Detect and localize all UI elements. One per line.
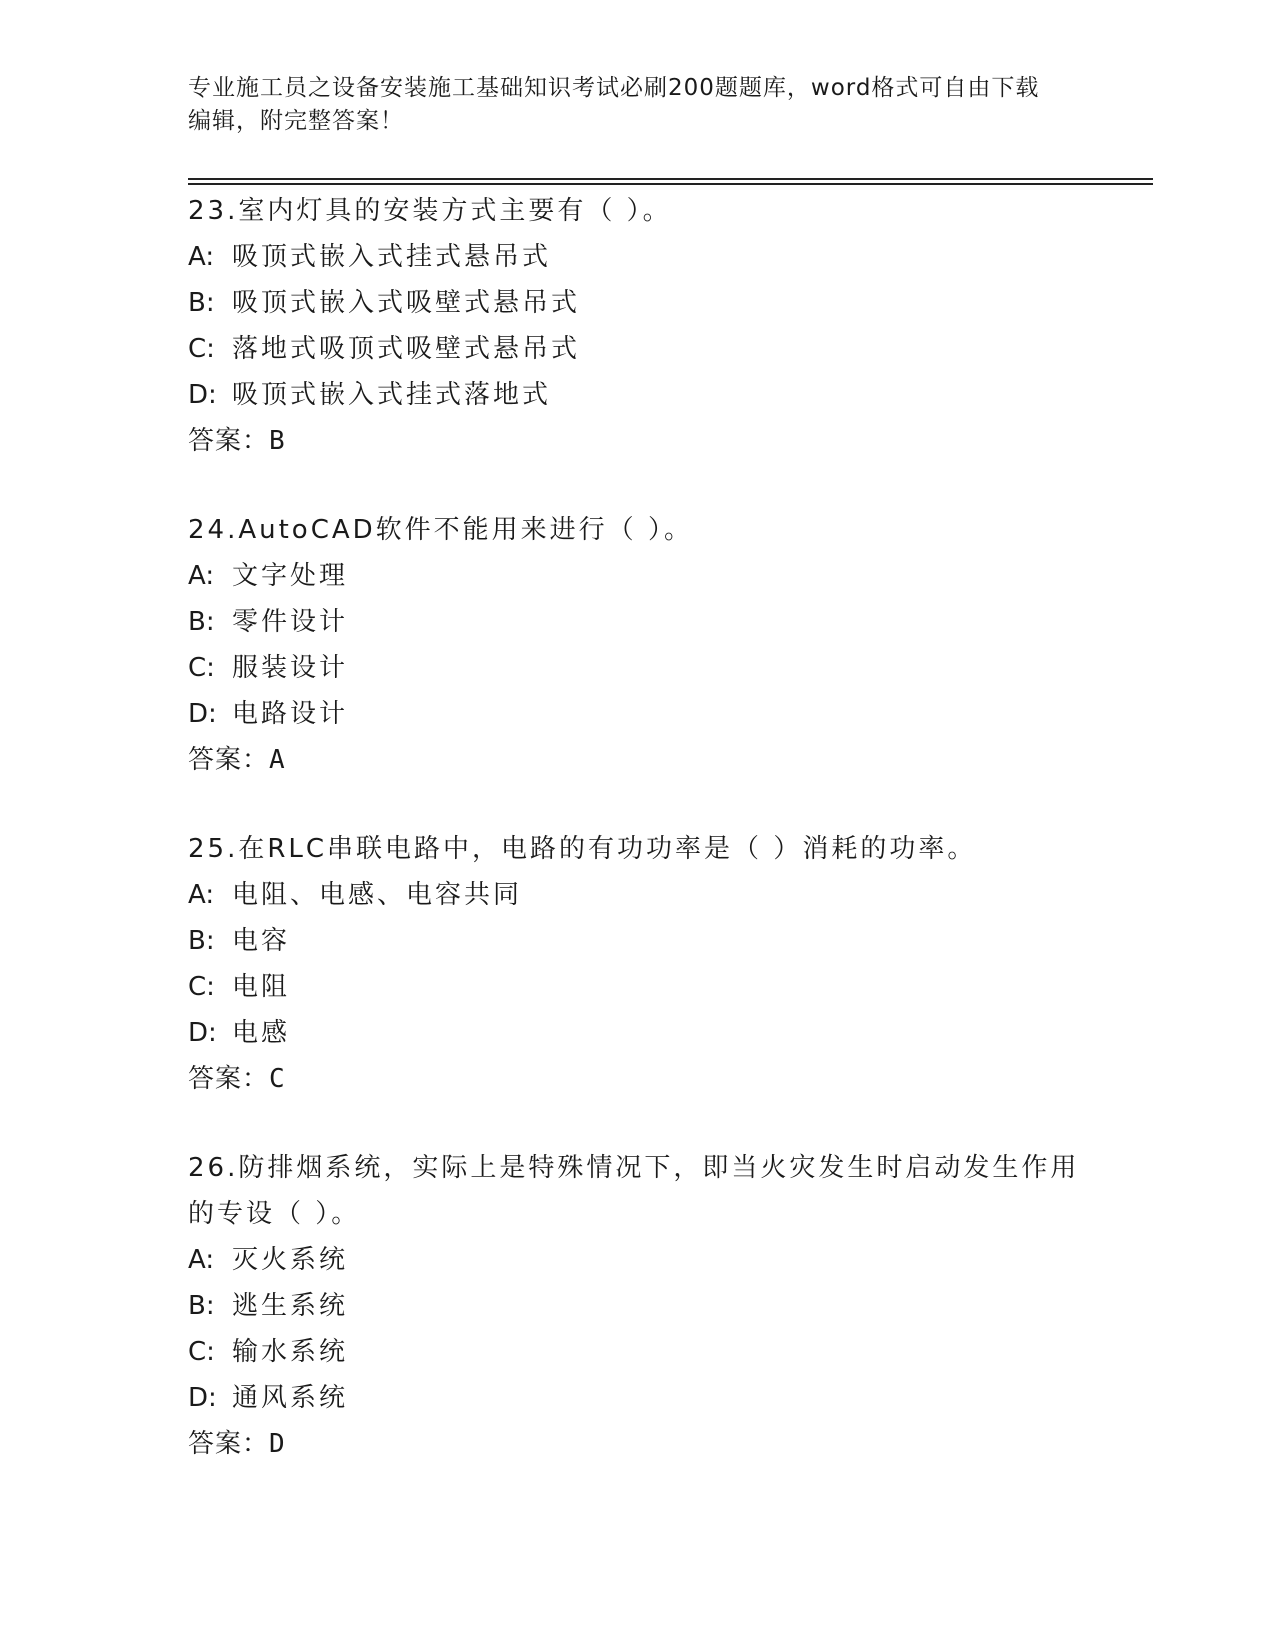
option-letter: C:	[188, 653, 215, 683]
question-stem: 23.室内灯具的安装方式主要有（ ）。	[188, 196, 672, 226]
option-letter: D:	[188, 1383, 217, 1413]
option-c	[188, 1329, 1088, 1375]
option-b	[188, 1283, 1088, 1329]
header-divider-bottom	[188, 183, 1153, 185]
option-text: 吸顶式嵌入式吸壁式悬吊式	[232, 288, 581, 318]
answer-line: 答案：A	[188, 745, 286, 775]
header-line-1: 专业施工员之设备安装施工基础知识考试必刷200题题库，word格式可自由下载	[188, 75, 1040, 101]
question-block	[188, 188, 1088, 464]
header-line-2: 编辑，附完整答案！	[188, 108, 404, 134]
option-letter: C:	[188, 334, 215, 364]
document-header	[188, 72, 1068, 138]
option-letter: C:	[188, 1337, 215, 1367]
header-divider-top	[188, 178, 1153, 180]
option-letter: C:	[188, 972, 215, 1002]
option-d	[188, 1375, 1088, 1421]
option-d	[188, 691, 1088, 737]
option-a	[188, 1237, 1088, 1283]
option-text: 电阻、电感、电容共同	[232, 880, 523, 910]
answer-line: 答案：B	[188, 426, 286, 456]
option-text: 输水系统	[232, 1337, 349, 1367]
option-c	[188, 645, 1088, 691]
option-text: 吸顶式嵌入式挂式落地式	[232, 380, 552, 410]
option-text: 电路设计	[232, 699, 349, 729]
option-letter: B:	[188, 1291, 215, 1321]
option-b	[188, 280, 1088, 326]
option-letter: B:	[188, 607, 215, 637]
option-c	[188, 964, 1088, 1010]
option-letter: B:	[188, 926, 215, 956]
option-text: 零件设计	[232, 607, 349, 637]
option-text: 电容	[232, 926, 291, 956]
option-text: 落地式吸顶式吸壁式悬吊式	[232, 334, 581, 364]
option-letter: B:	[188, 288, 215, 318]
question-stem: 25.在RLC串联电路中，电路的有功功率是（ ）消耗的功率。	[188, 834, 977, 864]
option-text: 逃生系统	[232, 1291, 349, 1321]
option-text: 吸顶式嵌入式挂式悬吊式	[232, 242, 552, 272]
option-a	[188, 553, 1088, 599]
option-text: 电阻	[232, 972, 291, 1002]
option-letter: D:	[188, 1018, 217, 1048]
option-text: 灭火系统	[232, 1245, 349, 1275]
option-letter: A:	[188, 1245, 215, 1275]
option-c	[188, 326, 1088, 372]
option-b	[188, 599, 1088, 645]
option-letter: D:	[188, 699, 217, 729]
option-text: 文字处理	[232, 561, 349, 591]
option-letter: A:	[188, 242, 215, 272]
answer-line: 答案：D	[188, 1429, 286, 1459]
option-a	[188, 234, 1088, 280]
option-letter: D:	[188, 380, 217, 410]
option-d	[188, 372, 1088, 418]
option-d	[188, 1010, 1088, 1056]
answer-line: 答案：C	[188, 1064, 286, 1094]
question-stem: 26.防排烟系统，实际上是特殊情况下，即当火灾发生时启动发生作用 的专设（ ）。	[188, 1153, 1080, 1229]
option-text: 服装设计	[232, 653, 349, 683]
question-block	[188, 1145, 1088, 1467]
question-block	[188, 507, 1088, 783]
option-letter: A:	[188, 561, 215, 591]
option-b	[188, 918, 1088, 964]
option-a	[188, 872, 1088, 918]
option-letter: A:	[188, 880, 215, 910]
question-block	[188, 826, 1088, 1102]
option-text: 电感	[232, 1018, 291, 1048]
option-text: 通风系统	[232, 1383, 349, 1413]
question-stem: 24.AutoCAD软件不能用来进行（ ）。	[188, 515, 693, 545]
